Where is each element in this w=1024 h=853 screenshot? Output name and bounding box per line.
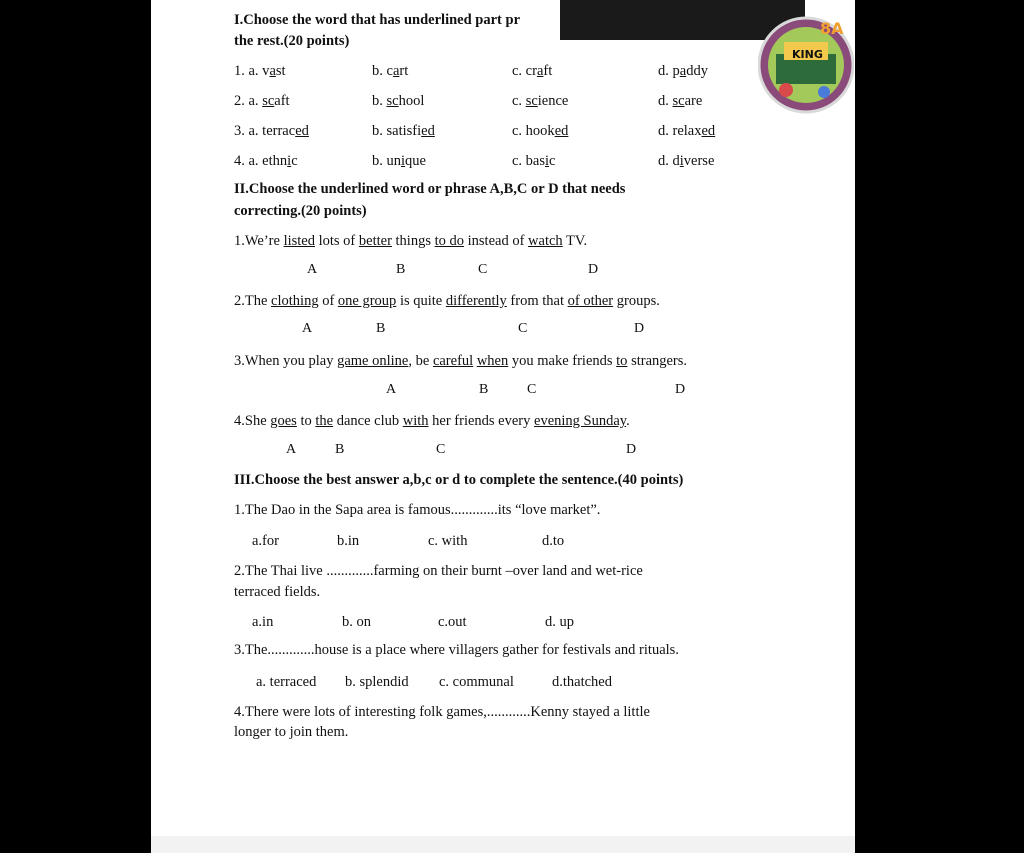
s1-q2-option-d: d. scare	[658, 93, 703, 109]
section2-q3: 3.When you play game online, be careful when you make friends to strangers.	[234, 353, 688, 369]
s2q2-letter-d: D	[634, 321, 645, 336]
s3q1-option-c: c. with	[428, 533, 468, 549]
s3q2-text-line2: terraced fields.	[234, 584, 321, 600]
s1-q4-option-b: b. unique	[372, 153, 426, 169]
s3q2-option-b: b. on	[342, 614, 371, 630]
s1-q4-option-d: d. diverse	[658, 153, 715, 169]
king-badge-icon	[758, 12, 854, 118]
s2q1-letter-c: C	[478, 262, 488, 277]
s2q2-letter-c: C	[518, 321, 528, 336]
section1-title-line2: the rest.(20 points)	[234, 33, 350, 49]
s1-q1-option-b: b. cart	[372, 63, 409, 79]
s3q3-text: 3.The.............house is a place where villagers gather for festivals and rituals.	[234, 642, 679, 658]
s1-q3-option-c: c. hooked	[512, 123, 569, 139]
s2q4-letter-a: A	[286, 442, 297, 457]
s3q2-option-c: c.out	[438, 614, 467, 630]
s1-q2-option-b: b. school	[372, 93, 425, 109]
s3q1-option-d: d.to	[542, 533, 565, 549]
s1-q2-option-c: c. science	[512, 93, 569, 109]
section1-title-line1: I.Choose the word that has underlined part pr	[234, 12, 520, 28]
s2q3-letter-c: C	[527, 382, 537, 397]
s3q4-text-line1: 4.There were lots of interesting folk games,............Kenny stayed a little	[234, 704, 650, 720]
section3-title: III.Choose the best answer a,b,c or d to complete the sentence.(40 points)	[234, 472, 684, 488]
s3q2-option-d: d. up	[545, 614, 574, 630]
s3q3-option-d: d.thatched	[552, 674, 612, 690]
section2-q1: 1.We’re listed lots of better things to do instead of watch TV.	[234, 233, 588, 249]
s1-q3-option-d: d. relaxed	[658, 123, 716, 139]
section2-title-line1: II.Choose the underlined word or phrase A,B,C or D that needs	[234, 181, 626, 197]
s1-q3-option-a: 3. a. terraced	[234, 123, 309, 139]
s3q1-option-a: a.for	[252, 533, 279, 549]
page-bottom-strip	[151, 836, 855, 853]
s1-q4-option-a: 4. a. ethnic	[234, 153, 298, 169]
s2q2-letter-a: A	[302, 321, 313, 336]
s1-q1-option-c: c. craft	[512, 63, 553, 79]
section2-title-line2: correcting.(20 points)	[234, 203, 367, 219]
section2-q2: 2.The clothing of one group is quite differently from that of other groups.	[234, 293, 660, 309]
s2q4-letter-c: C	[436, 442, 446, 457]
s3q3-option-c: c. communal	[439, 674, 514, 690]
s2q4-letter-d: D	[626, 442, 637, 457]
s1-q1-option-a: 1. a. vast	[234, 63, 286, 79]
s1-q4-option-c: c. basic	[512, 153, 556, 169]
s3q3-option-a: a. terraced	[256, 674, 317, 690]
s3q2-text-line1: 2.The Thai live .............farming on their burnt –over land and wet-rice	[234, 563, 643, 579]
badge-text: 8A	[820, 19, 844, 38]
s3q4-text-line2: longer to join them.	[234, 724, 349, 740]
s3q1-option-b: b.in	[337, 533, 360, 549]
s1-q1-option-d: d. paddy	[658, 63, 708, 79]
s2q3-letter-d: D	[675, 382, 686, 397]
s3q1-text: 1.The Dao in the Sapa area is famous.............its “love market”.	[234, 502, 601, 518]
s2q3-letter-a: A	[386, 382, 397, 397]
s3q3-option-b: b. splendid	[345, 674, 409, 690]
s2q1-letter-a: A	[307, 262, 318, 277]
s3q2-option-a: a.in	[252, 614, 274, 630]
s2q4-letter-b: B	[335, 442, 345, 457]
s2q3-letter-b: B	[479, 382, 489, 397]
logo-text: KING	[792, 48, 823, 61]
s2q1-letter-d: D	[588, 262, 599, 277]
section2-q4: 4.She goes to the dance club with her friends every evening Sunday.	[234, 413, 630, 429]
s1-q3-option-b: b. satisfied	[372, 123, 435, 139]
s2q1-letter-b: B	[396, 262, 406, 277]
s2q2-letter-b: B	[376, 321, 386, 336]
s1-q2-option-a: 2. a. scaft	[234, 93, 290, 109]
